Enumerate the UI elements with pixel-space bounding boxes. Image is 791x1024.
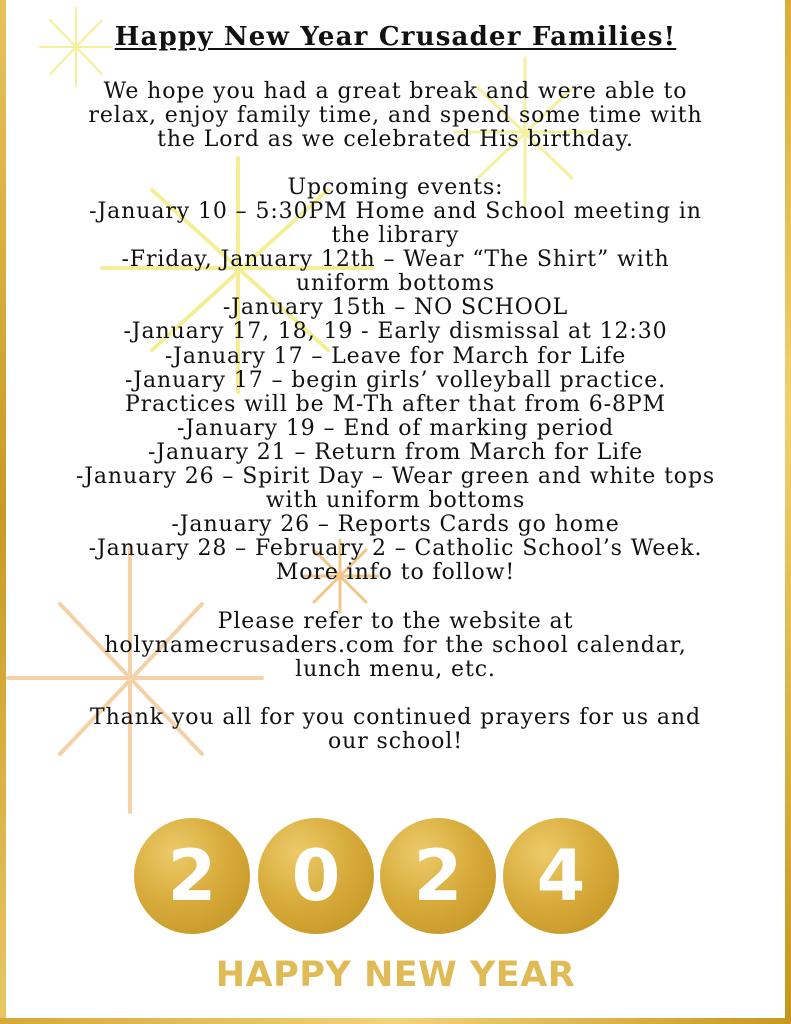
website-note — [40, 610, 751, 682]
page-title: Happy New Year Crusader Families! — [114, 22, 677, 52]
events-list — [40, 200, 751, 586]
closing-line: our school! — [328, 728, 463, 754]
event-line: -January 26 – Spirit Day – Wear green and white tops — [75, 464, 716, 490]
event-line: -January 17, 18, 19 - Early dismissal at 12:30 — [123, 319, 668, 345]
events-heading: Upcoming events: — [287, 175, 504, 200]
newsletter-letter — [40, 22, 751, 754]
closing-note — [40, 706, 751, 754]
intro-paragraph — [40, 80, 751, 152]
event-line: -January 19 – End of marking period — [176, 415, 615, 441]
intro-line: We hope you had a great break and were able to — [103, 79, 688, 104]
event-line: -January 17 – begin girls’ volleyball practice. — [124, 367, 667, 393]
website-line: holynamecrusaders.com for the school calendar, — [104, 632, 687, 658]
happy-new-year-caption: HAPPY NEW YEAR — [215, 955, 576, 995]
event-line: -January 10 – 5:30PM Home and School meeting in — [89, 199, 702, 224]
event-line: -January 17 – Leave for March for Life — [164, 343, 627, 369]
year-digit-circle: 2 — [134, 818, 250, 934]
year-digit-circle: 0 — [258, 818, 374, 934]
event-line: -January 21 – Return from March for Life — [147, 439, 644, 465]
event-line: the library — [331, 223, 460, 249]
event-line: -January 28 – February 2 – Catholic School’s Week. — [88, 536, 703, 562]
event-line: Practices will be M-Th after that from 6-8PM — [124, 391, 666, 417]
intro-line: relax, enjoy family time, and spend some time with — [88, 103, 703, 128]
event-line: uniform bottoms — [295, 271, 496, 297]
intro-line: the Lord as we celebrated His birthday. — [157, 127, 634, 152]
website-line: lunch menu, etc. — [295, 656, 496, 682]
closing-line: Thank you all for you continued prayers for us and — [90, 704, 701, 730]
event-line: -January 26 – Reports Cards go home — [171, 512, 620, 538]
event-line: -January 15th – NO SCHOOL — [222, 295, 569, 321]
event-line: -Friday, January 12th – Wear “The Shirt” with — [121, 247, 670, 273]
year-digit-circle: 4 — [503, 818, 619, 934]
event-line: with uniform bottoms — [265, 488, 526, 514]
year-digit-circle: 2 — [380, 818, 496, 934]
event-line: More info to follow! — [275, 560, 516, 586]
website-line: Please refer to the website at — [217, 608, 574, 634]
